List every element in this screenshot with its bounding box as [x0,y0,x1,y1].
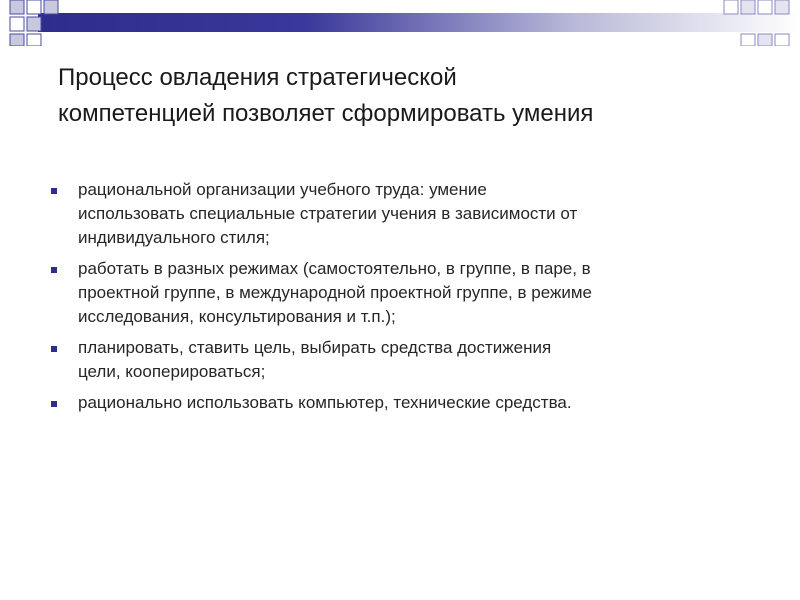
square-bullet-icon [51,188,57,194]
decor-square [10,34,24,46]
bullet-list [50,178,750,422]
bullet-line: планировать, ставить цель, выбирать средства достижения [78,338,552,357]
decor-square [758,0,772,14]
decor-square [44,0,58,14]
bullet-line: рациональной организации учебного труда: умение [78,180,487,199]
bullet-line: цели, кооперироваться; [78,362,266,381]
bullet-line: проектной группе, в международной проектной группе, в режиме [78,283,592,302]
decor-square [775,0,789,14]
bullet-line: исследования, консультирования и т.п.); [78,307,396,326]
bullet-item [50,257,750,329]
bullet-item [50,336,750,384]
decor-square [741,34,755,46]
decor-square [10,0,24,14]
decor-square [775,34,789,46]
square-bullet-icon [51,401,57,407]
decor-square [27,17,41,31]
square-bullet-icon [51,346,57,352]
slide-title-line: компетенцией позволяет сформировать умения [58,100,594,127]
bullet-line: работать в разных режимах (самостоятельно, в группе, в паре, в [78,259,591,278]
decor-square [724,0,738,14]
bullet-line: индивидуального стиля; [78,228,270,247]
bullet-line: использовать специальные стратегии учения в зависимости от [78,204,578,223]
decor-square [10,17,24,31]
header-decoration-bar [0,0,800,46]
bullet-line: рационально использовать компьютер, технические средства. [78,393,572,412]
bullet-item [50,178,750,250]
decor-square [741,0,755,14]
gradient-band [38,13,800,32]
slide-title-line: Процесс овладения стратегической [58,64,457,91]
decor-square [27,0,41,14]
slide-title [58,60,778,132]
decor-square [27,34,41,46]
bullet-item [50,391,750,415]
square-bullet-icon [51,267,57,273]
decor-square [758,34,772,46]
